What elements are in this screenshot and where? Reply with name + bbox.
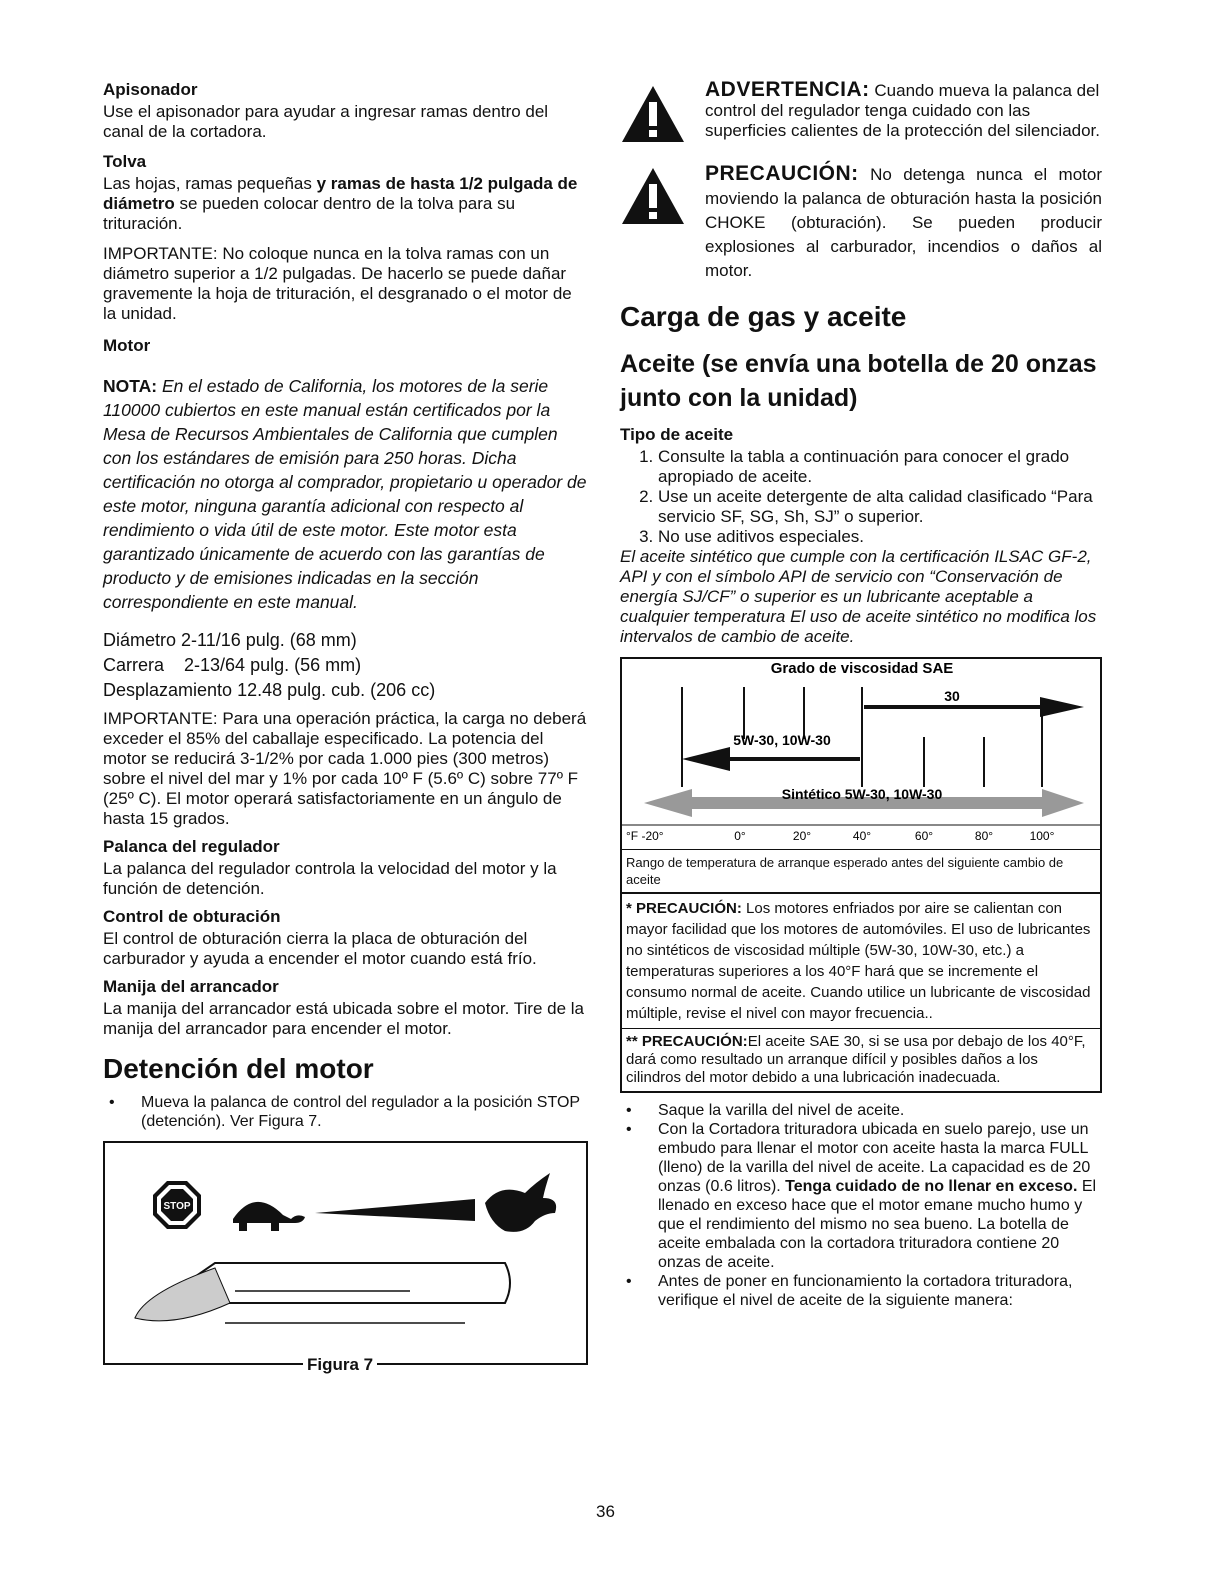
label-sintetico: Sintético 5W-30, 10W-30 <box>781 786 943 802</box>
nota-label: NOTA: <box>103 376 158 396</box>
tolva-text <box>103 174 588 234</box>
carga-heading: Carga de gas y aceite <box>620 301 907 332</box>
temp-60: 60° <box>914 829 934 843</box>
control-text: El control de obturación cierra la placa de obturación del carburador y ayuda a encender el motor cuando está frío. <box>103 929 537 968</box>
precaucion-text <box>705 162 1102 283</box>
prec1-label: * PRECAUCIÓN: <box>626 900 742 917</box>
apisonador-text: Use el apisonador para ayudar a ingresar ramas dentro del canal de la cortadora. <box>103 102 549 141</box>
precaucion-note-2 <box>622 1028 1100 1091</box>
precaucion-body: No detenga nunca el motor moviendo la palanca de obturación hasta la posición CHOKE (obturación). Se pueden producir explosiones al carburador, incendios o daños al motor. <box>705 165 1102 280</box>
left-column <box>103 80 588 1374</box>
tolva-text-a: Las hojas, ramas pequeñas <box>103 174 317 193</box>
tolva-text-b: se pueden colocar dentro de la tolva para su trituración. <box>103 194 516 233</box>
oil-bullet-1: • Saque la varilla del nivel de aceite. <box>658 1101 1102 1120</box>
label-30: 30 <box>944 688 960 704</box>
lever-icon <box>135 1263 510 1323</box>
oil-bullet-2-a: Con la Cortadora trituradora ubicada en suelo parejo, use un embudo para llenar el motor con aceite hasta la marca FULL (lleno) de la varilla del nivel de aceite. La capacidad es de 20 onzas (0.6 litros). <box>658 1121 1091 1195</box>
detencion-list <box>103 1093 588 1131</box>
page-number: 36 <box>596 1502 615 1521</box>
throttle-illustration <box>105 1143 590 1361</box>
precaucion-note-1 <box>622 892 1100 1028</box>
motor-heading: Motor <box>103 336 151 355</box>
step-3: 3. No use aditivos especiales. <box>658 527 1102 547</box>
chart-title: Grado de viscosidad SAE <box>770 660 954 677</box>
right-column <box>620 80 1102 1310</box>
label-5w30: 5W-30, 10W-30 <box>733 732 831 748</box>
detencion-heading: Detención del motor <box>103 1053 374 1084</box>
tolva-heading: Tolva <box>103 152 147 171</box>
spec-diametro: Diámetro 2-11/16 pulg. (68 mm) <box>103 630 357 650</box>
temp-80: 80° <box>974 829 994 843</box>
warning-icon <box>620 84 686 144</box>
prec2-label: ** PRECAUCIÓN: <box>626 1033 748 1050</box>
oil-bullet-2 <box>658 1120 1102 1272</box>
advertencia-text <box>705 80 1102 141</box>
apisonador-heading: Apisonador <box>103 80 198 99</box>
control-heading: Control de obturación <box>103 907 281 926</box>
temp-40: 40° <box>852 829 872 843</box>
spec-desplazamiento: Desplazamiento 12.48 pulg. cub. (206 cc) <box>103 680 436 700</box>
detencion-bullet: • Mueva la palanca de control del regulador a la posición STOP (detención). Ver Figura 7. <box>141 1093 588 1131</box>
precaucion-title: PRECAUCIÓN: <box>705 162 859 185</box>
temp-20: 20° <box>792 829 812 843</box>
prec1-text: Los motores enfriados por aire se calientan con mayor facilidad que los motores de automóviles. El uso de lubricantes no sintéticos de viscosidad múltiple (5W-30, 10W-30, etc.) a temperaturas superiores a los 40°F hará que se incremente el consumo normal de aceite. Cuando utilice un lubricante de viscosidad múltiple, revise el nivel con mayor frecuencia.. <box>626 900 1091 1022</box>
svg-text:STOP: STOP <box>163 1201 191 1212</box>
advertencia-block <box>620 80 1102 150</box>
speed-wedge <box>315 1199 475 1221</box>
manija-heading: Manija del arrancador <box>103 977 279 996</box>
tipo-steps <box>620 447 1102 547</box>
step-2: 2. Use un aceite detergente de alta calidad clasificado “Para servicio SF, SG, Sh, SJ” o superior. <box>658 487 1102 527</box>
advertencia-body: Cuando mueva la palanca del control del regulador tenga cuidado con las superficies calientes de la protección del silenciador. <box>705 81 1101 140</box>
tolva-text-bold: y ramas de hasta 1/2 pulgada de diámetro <box>103 174 578 213</box>
rango-note: Rango de temperatura de arranque esperado antes del siguiente cambio de aceite <box>622 849 1100 892</box>
oil-bullet-2-bold: Tenga cuidado de no llenar en exceso. <box>785 1178 1078 1195</box>
temp-0: 0° <box>734 829 746 843</box>
stop-icon <box>153 1181 201 1229</box>
tipo-heading: Tipo de aceite <box>620 425 734 444</box>
temp-minus20: °F -20° <box>626 829 664 843</box>
palanca-text: La palanca del regulador controla la velocidad del motor y la función de detención. <box>103 859 557 898</box>
aceite-heading: Aceite (se envía una botella de 20 onzas junto con la unidad) <box>620 350 1097 412</box>
manija-text: La manija del arrancador está ubicada sobre el motor. Tire de la manija del arrancador para encender el motor. <box>103 999 584 1038</box>
viscosity-chart <box>620 657 1102 1093</box>
importante-2: IMPORTANTE: Para una operación práctica, la carga no deberá exceder el 85% del caballaje especificado. La potencia del motor se reducirá 3-1/2% por cada 1.000 pies (300 metros) sobre el nivel del mar y 1% por cada 10º F (5.6º C) sobre 77º F (25º C). El motor operará satisfactoriamente en un ángulo de hasta 15 grados. <box>103 709 587 828</box>
step-1: 1. Consulte la tabla a continuación para conocer el grado apropiado de aceite. <box>658 447 1102 487</box>
nota-paragraph <box>103 374 588 614</box>
rabbit-icon <box>485 1173 556 1232</box>
importante-1: IMPORTANTE: No coloque nunca en la tolva ramas con un diámetro superior a 1/2 pulgadas. De hacerlo se puede dañar gravemente la hoja de trituración, el desgranado o el motor de la unidad. <box>103 244 572 323</box>
temp-100: 100° <box>1029 829 1055 843</box>
oil-bullet-3: • Antes de poner en funcionamiento la cortadora trituradora, verifique el nivel de aceite de la siguiente manera: <box>658 1272 1102 1310</box>
precaucion-block <box>620 162 1102 283</box>
viscosity-diagram <box>622 659 1100 844</box>
palanca-heading: Palanca del regulador <box>103 837 280 856</box>
prec2-text: El aceite SAE 30, si se usa por debajo de los 40°F, dará como resultado un arranque difícil y posibles daños a los cilindros del motor debido a una lubricación inadecuada. <box>626 1033 1086 1086</box>
figure-7 <box>103 1141 588 1374</box>
spec-carrera: Carrera 2-13/64 pulg. (56 mm) <box>103 655 362 675</box>
sintetico-note: El aceite sintético que cumple con la certificación ILSAC GF-2, API y con el símbolo API de servicio con “Conservación de energía SJ/CF” o superior es un lubricante aceptable a cualquier temperatura El uso de aceite sintético no modifica los intervalos de cambio de aceite. <box>620 547 1097 646</box>
oil-bullets <box>620 1101 1102 1310</box>
nota-text: En el estado de California, los motores de la serie 110000 cubiertos en este manual están certificados por la Mesa de Recursos Ambientales de California que cumplen con los estándares de emisión para 250 horas. Dicha certificación no otorga al comprador, propietario u operador de este motor, ninguna garantía adicional con respecto al rendimiento o vida útil de este motor. Este motor esta garantizado únicamente de acuerdo con las garantías de producto y de emisiones indicadas en la sección correspondiente en este manual. <box>103 376 587 612</box>
figure-caption: Figura 7 <box>303 1355 377 1375</box>
oil-bullet-2-b: El llenado en exceso hace que el motor emane mucho humo y que el rendimiento del mismo no sea bueno. La botella de aceite embalada con la cortadora trituradora contiene 20 onzas de aceite. <box>658 1178 1097 1271</box>
turtle-icon <box>233 1202 305 1231</box>
caution-icon <box>620 166 686 226</box>
advertencia-title: ADVERTENCIA: <box>705 78 870 101</box>
